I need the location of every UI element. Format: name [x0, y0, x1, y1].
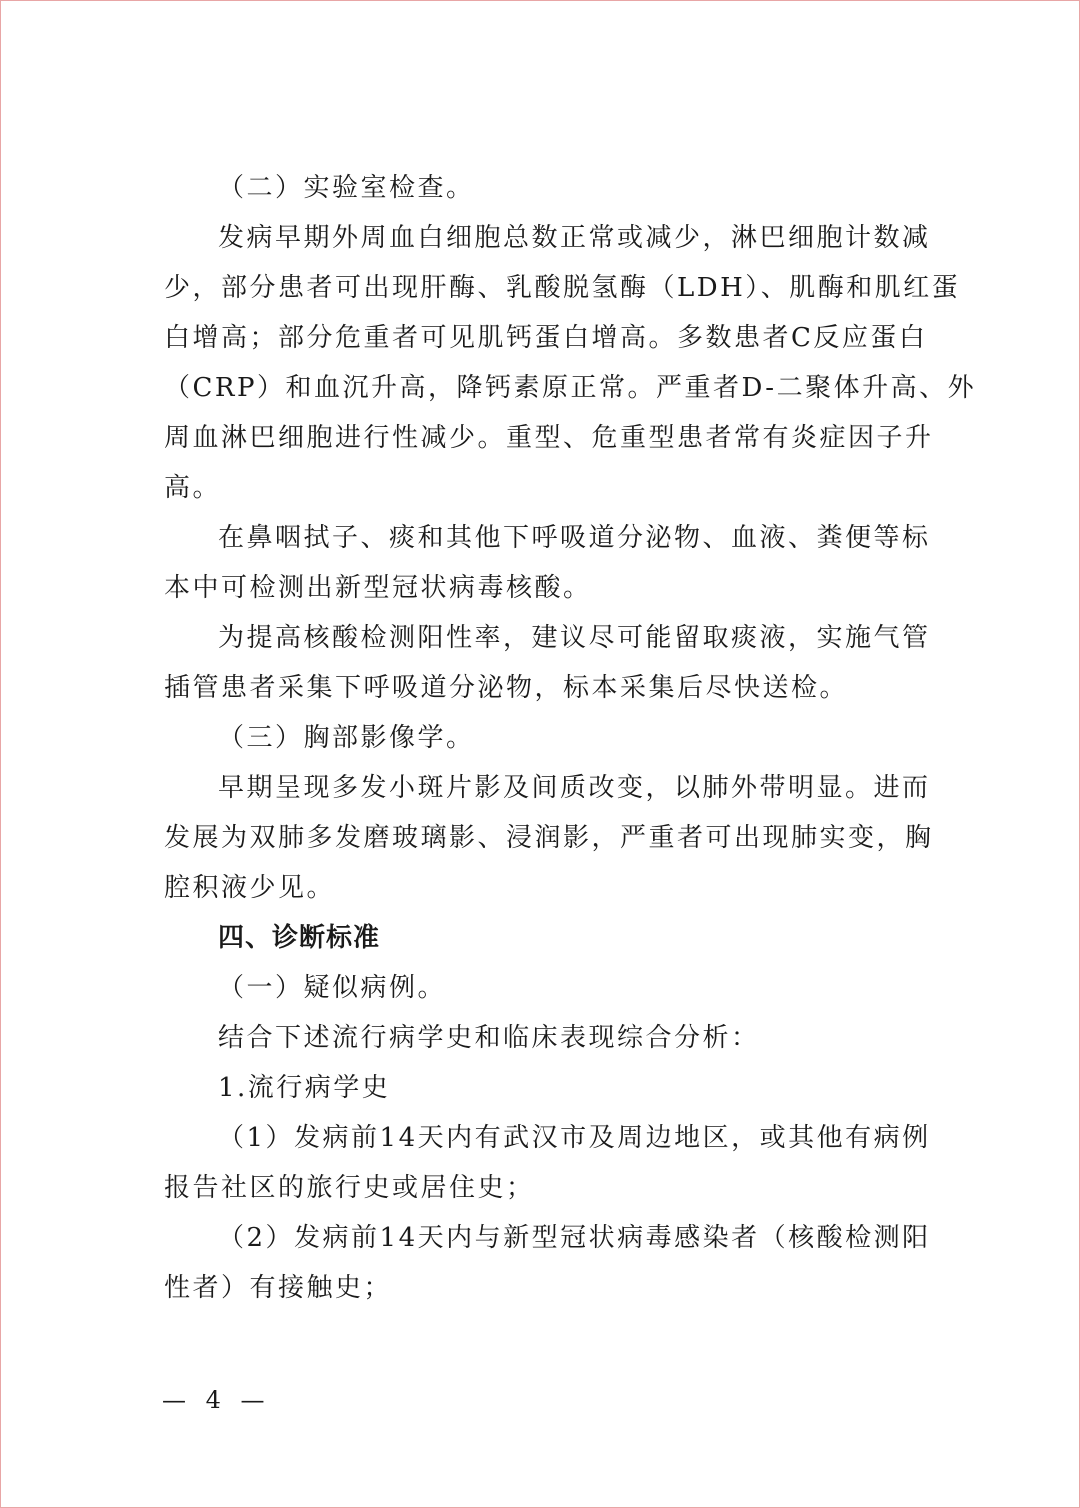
text-line: （二）实验室检查。: [218, 173, 475, 203]
text-line: 高。: [164, 473, 222, 503]
text-line: 周血淋巴细胞进行性减少。重型、危重型患者常有炎症因子升: [164, 423, 934, 453]
page-number: — 4 —: [162, 1386, 271, 1414]
text-line: 报告社区的旅行史或居住史；: [164, 1173, 535, 1203]
text-line: 在鼻咽拭子、痰和其他下呼吸道分泌物、血液、粪便等标: [218, 523, 931, 553]
text-line: 发展为双肺多发磨玻璃影、浸润影，严重者可出现肺实变，胸: [164, 823, 934, 853]
text-line: 插管患者采集下呼吸道分泌物，标本采集后尽快送检。: [164, 673, 849, 703]
text-line: （2）发病前14天内与新型冠状病毒感染者（核酸检测阳: [218, 1223, 931, 1253]
text-line: （三）胸部影像学。: [218, 723, 475, 753]
text-line: 白增高；部分危重者可见肌钙蛋白增高。多数患者C反应蛋白: [164, 323, 928, 353]
text-line: 腔积液少见。: [164, 873, 336, 903]
text-line: 性者）有接触史；: [164, 1273, 393, 1303]
text-line: （CRP）和血沉升高，降钙素原正常。严重者D-二聚体升高、外: [164, 373, 977, 403]
text-line: 早期呈现多发小斑片影及间质改变，以肺外带明显。进而: [218, 773, 931, 803]
section-heading: 四、诊断标准: [218, 923, 381, 953]
text-line: （1）发病前14天内有武汉市及周边地区，或其他有病例: [218, 1123, 931, 1153]
document-body: [164, 163, 977, 1313]
text-line: 本中可检测出新型冠状病毒核酸。: [164, 573, 592, 603]
text-line: 为提高核酸检测阳性率，建议尽可能留取痰液，实施气管: [218, 623, 931, 653]
text-line: （一）疑似病例。: [218, 973, 447, 1003]
text-line: 少，部分患者可出现肝酶、乳酸脱氢酶（LDH）、肌酶和肌红蛋: [164, 273, 961, 303]
text-line: 1.流行病学史: [218, 1073, 391, 1103]
text-line: 结合下述流行病学史和临床表现综合分析：: [218, 1023, 760, 1053]
text-line: 发病早期外周血白细胞总数正常或减少，淋巴细胞计数减: [218, 223, 931, 253]
